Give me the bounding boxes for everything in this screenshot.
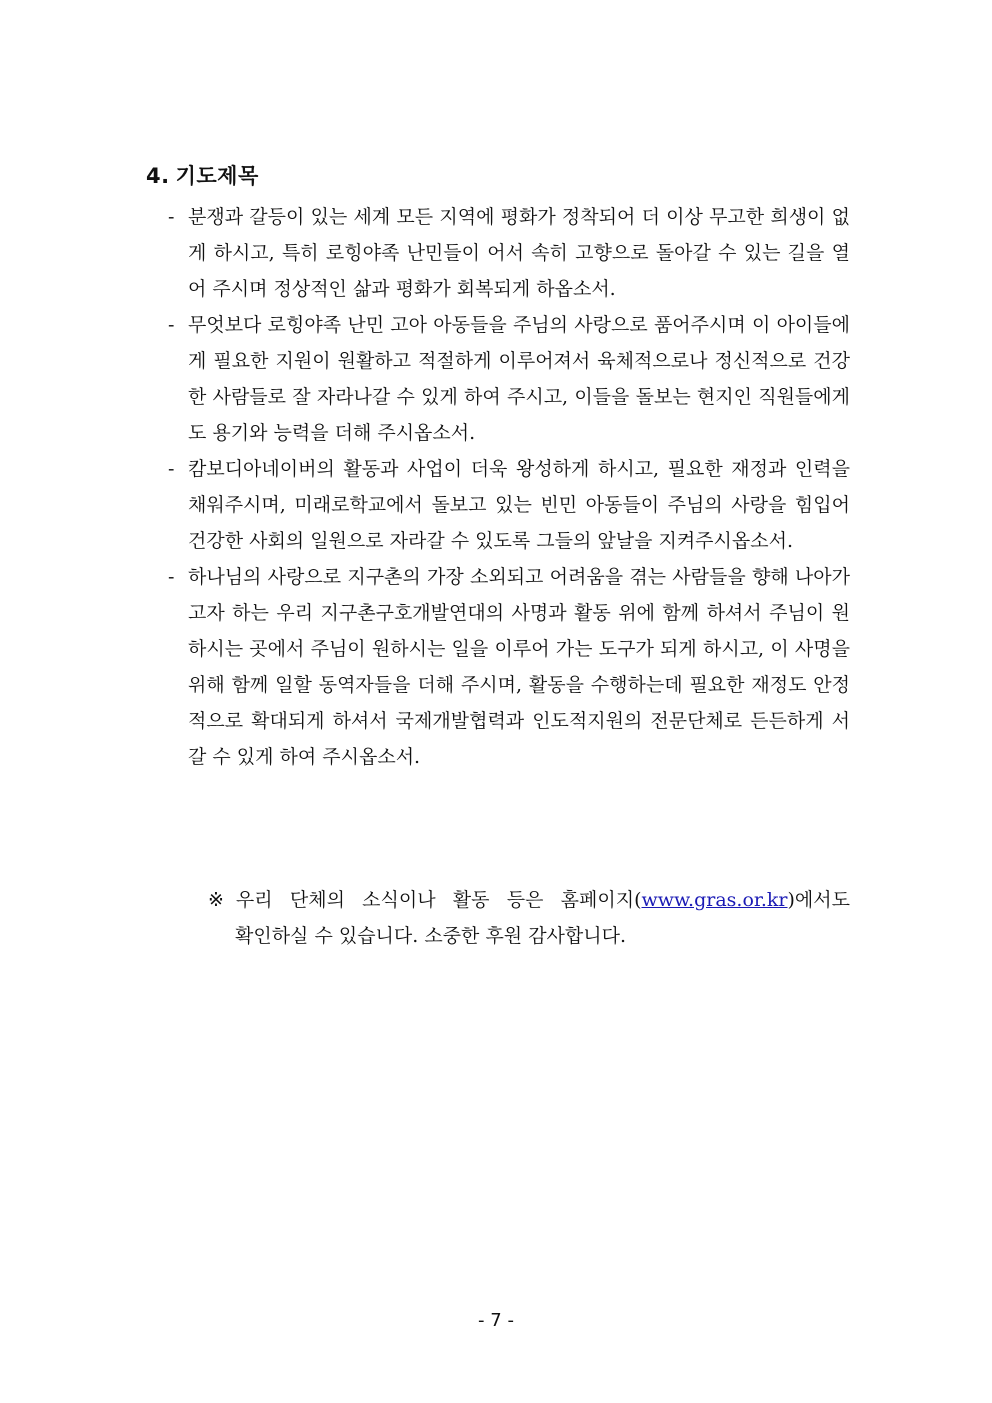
prayer-list: [168, 199, 850, 775]
note-words: [236, 882, 850, 918]
page-number: - 7 -: [478, 1310, 514, 1331]
prayer-text: 하나님의 사랑으로 지구촌의 가장 소외되고 어려움을 겪는 사람들을 향해 나아가고자 하는 우리 지구촌구호개발연대의 사명과 활동 위에 함께 하셔서 주님이 원하시는 곳에서 주님이 원하시는 일을 이루어 가는 도구가 되게 하시고, 이 사명을 위해 함께 일할 동역자들을 더해 주시며, 활동을 수행하는데 필요한 재정도 안정적으로 확대되게 하셔서 국제개발협력과 인도적지원의 전문단체로 든든하게 서 갈 수 있게 하여 주시옵소서.: [188, 566, 850, 768]
homepage-link[interactable]: www.gras.or.kr: [641, 889, 788, 911]
prayer-item: [168, 199, 850, 307]
prayer-item: [168, 307, 850, 451]
note-word: 단체의: [289, 889, 345, 911]
reference-mark-icon: ※: [208, 889, 224, 911]
prayer-text: 무엇보다 로힝야족 난민 고아 아동들을 주님의 사랑으로 품어주시며 이 아이들에게 필요한 지원이 원활하고 적절하게 이루어져서 육체적으로나 정신적으로 건강한 사람들로 잘 자라나갈 수 있게 하여 주시고, 이들을 돌보는 현지인 직원들에게도 용기와 능력을 더해 주시옵소서.: [188, 314, 850, 444]
note-prefix: 홈페이지(: [560, 889, 642, 911]
bullet-dash: -: [168, 458, 175, 480]
section-title: 기도제목: [175, 164, 259, 188]
homepage-note: [208, 882, 850, 954]
bullet-dash: -: [168, 314, 175, 336]
note-homepage-phrase: [561, 882, 850, 918]
note-line-2: 확인하실 수 있습니다. 소중한 후원 감사합니다.: [235, 925, 627, 947]
note-word: 활동: [452, 889, 490, 911]
bullet-dash: -: [168, 566, 175, 588]
note-suffix: )에서도: [787, 889, 850, 911]
note-word: 등은: [506, 889, 544, 911]
note-line-1: [208, 882, 850, 918]
prayer-text: 캄보디아네이버의 활동과 사업이 더욱 왕성하게 하시고, 필요한 재정과 인력을 채워주시며, 미래로학교에서 돌보고 있는 빈민 아동들이 주님의 사랑을 힘입어 건강한 사회의 일원으로 자라갈 수 있도록 그들의 앞날을 지켜주시옵소서.: [188, 458, 850, 552]
section-heading: [146, 160, 259, 190]
bullet-dash: -: [168, 206, 175, 228]
note-word: 우리: [235, 889, 273, 911]
note-word: 소식이나: [362, 889, 436, 911]
prayer-text: 분쟁과 갈등이 있는 세계 모든 지역에 평화가 정착되어 더 이상 무고한 희생이 없게 하시고, 특히 로힝야족 난민들이 어서 속히 고향으로 돌아갈 수 있는 길을 열어 주시며 정상적인 삶과 평화가 회복되게 하옵소서.: [188, 206, 850, 300]
section-number: 4.: [146, 164, 170, 188]
prayer-item: [168, 559, 850, 775]
prayer-item: [168, 451, 850, 559]
